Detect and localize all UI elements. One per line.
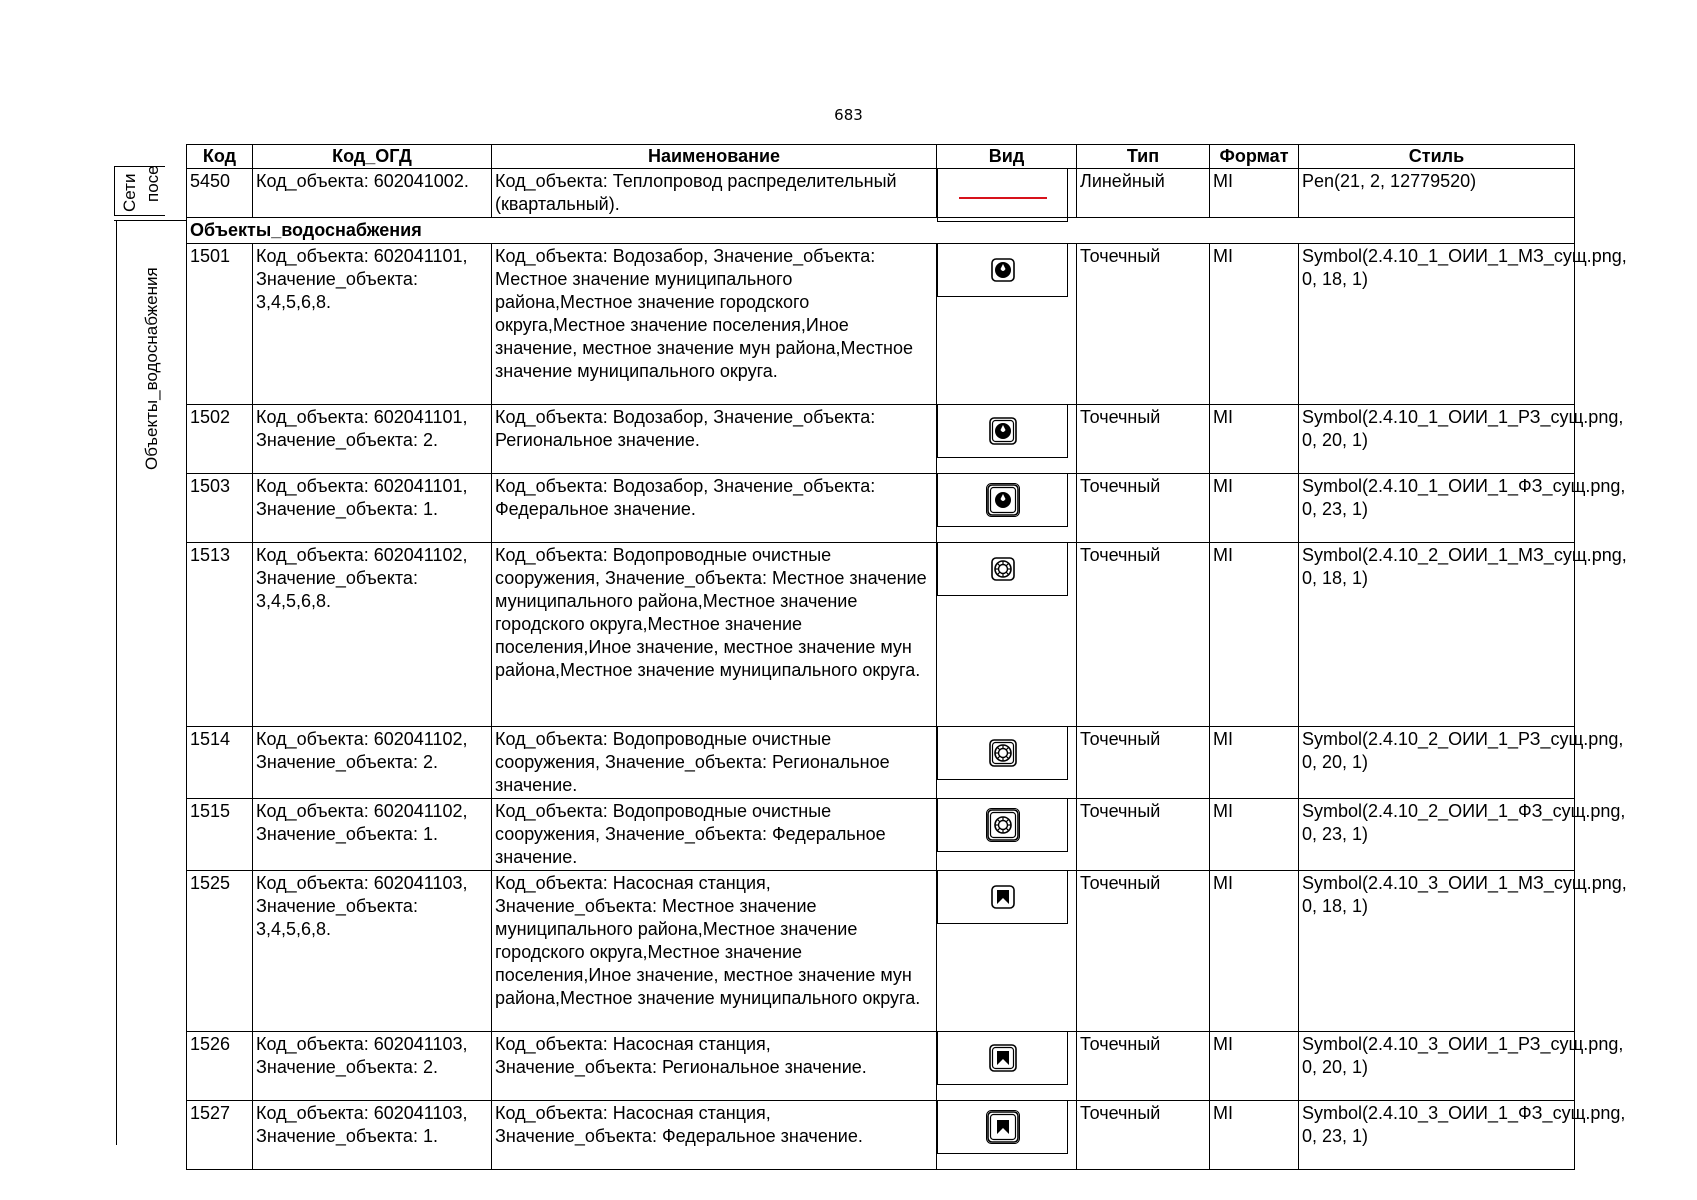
cell-code: 5450 [187, 169, 253, 218]
cell-format: MI [1210, 543, 1299, 727]
cell-ogd: Код_объекта: 602041101, Значение_объекта: 3,4,5,6,8. [253, 244, 492, 405]
cell-style: Symbol(2.4.10_1_ОИИ_1_МЗ_сущ.png, 0, 18, 1) [1299, 244, 1575, 405]
symbol-box [937, 727, 1068, 780]
cell-name: Код_объекта: Водопроводные очистные сооружения, Значение_объекта: Местное значение муниципального района,Местное значение городского округа,Местное значение поселения,Иное значение, местное значение мун района,Местное значение муниципального округа. [492, 543, 937, 727]
cell-style: Symbol(2.4.10_3_ОИИ_1_РЗ_сущ.png, 0, 20, 1) [1299, 1032, 1575, 1101]
table-row [187, 405, 1575, 474]
table-row [187, 474, 1575, 543]
side-divider [114, 220, 186, 221]
cell-ogd: Код_объекта: 602041102, Значение_объекта: 1. [253, 799, 492, 871]
cell-ogd: Код_объекта: 602041101, Значение_объекта: 2. [253, 405, 492, 474]
cell-format: MI [1210, 169, 1299, 218]
cell-format: MI [1210, 244, 1299, 405]
cell-name: Код_объекта: Водопроводные очистные сооружения, Значение_объекта: Федеральное значение. [492, 799, 937, 871]
water-intake-regional-icon [986, 413, 1020, 449]
cell-style: Symbol(2.4.10_3_ОИИ_1_МЗ_сущ.png, 0, 18, 1) [1299, 871, 1575, 1032]
symbol-box [937, 543, 1068, 596]
cell-type: Точечный [1077, 1032, 1210, 1101]
cell-format: MI [1210, 727, 1299, 799]
cell-name: Код_объекта: Насосная станция, Значение_объекта: Региональное значение. [492, 1032, 937, 1101]
table-row [187, 1101, 1575, 1170]
treatment-plant-federal-icon [986, 807, 1020, 843]
cell-style: Symbol(2.4.10_2_ОИИ_1_РЗ_сущ.png, 0, 20, 1) [1299, 727, 1575, 799]
cell-ogd: Код_объекта: 602041103, Значение_объекта: 3,4,5,6,8. [253, 871, 492, 1032]
table-row [187, 244, 1575, 405]
cell-format: MI [1210, 1101, 1299, 1170]
cell-ogd: Код_объекта: 602041101, Значение_объекта: 1. [253, 474, 492, 543]
side-label-seti-1: Сети [120, 173, 139, 212]
cell-ogd: Код_объекта: 602041102, Значение_объекта: 2. [253, 727, 492, 799]
cell-format: MI [1210, 1032, 1299, 1101]
cell-view [937, 1101, 1077, 1170]
column-header: Код_ОГД [253, 145, 492, 169]
cell-style: Symbol(2.4.10_3_ОИИ_1_ФЗ_сущ.png, 0, 23, 1) [1299, 1101, 1575, 1170]
cell-type: Точечный [1077, 871, 1210, 1032]
cell-name: Код_объекта: Водозабор, Значение_объекта: Местное значение муниципального района,Местное значение городского округа,Местное значение поселения,Иное значение, местное значение мун района,Местное значение муниципального округа. [492, 244, 937, 405]
cell-type: Точечный [1077, 727, 1210, 799]
red-line-sample [959, 197, 1047, 199]
cell-code: 1503 [187, 474, 253, 543]
side-line [116, 220, 117, 1145]
column-header: Стиль [1299, 145, 1575, 169]
cell-name: Код_объекта: Насосная станция, Значение_объекта: Местное значение муниципального района,Местное значение городского округа,Местное значение поселения,Иное значение, местное значение мун района,Местное значение муниципального округа. [492, 871, 937, 1032]
cell-code: 1526 [187, 1032, 253, 1101]
symbol-table [186, 144, 1627, 1170]
cell-view [937, 727, 1077, 799]
cell-type: Точечный [1077, 799, 1210, 871]
table-row [187, 727, 1575, 799]
cell-ogd: Код_объекта: 602041102, Значение_объекта: 3,4,5,6,8. [253, 543, 492, 727]
cell-name: Код_объекта: Насосная станция, Значение_объекта: Федеральное значение. [492, 1101, 937, 1170]
cell-type: Точечный [1077, 543, 1210, 727]
treatment-plant-local-icon [986, 551, 1020, 587]
treatment-plant-regional-icon [986, 735, 1020, 771]
group-header-row [187, 218, 1575, 244]
side-label-water-group: Объекты_водоснабжения [142, 267, 161, 470]
table-header-row [187, 145, 1575, 169]
table-row [187, 799, 1575, 871]
pump-station-local-icon [986, 879, 1020, 915]
cell-view [937, 799, 1077, 871]
group-header: Объекты_водоснабжения [187, 218, 1575, 244]
cell-type: Точечный [1077, 474, 1210, 543]
column-header: Вид [937, 145, 1077, 169]
side-label-seti-2: посе [143, 165, 162, 202]
symbol-box [937, 1101, 1068, 1154]
pump-station-federal-icon [986, 1109, 1020, 1145]
column-header: Наименование [492, 145, 937, 169]
cell-code: 1514 [187, 727, 253, 799]
symbol-box [937, 405, 1068, 458]
water-intake-federal-icon [986, 482, 1020, 518]
cell-style: Symbol(2.4.10_1_ОИИ_1_ФЗ_сущ.png, 0, 23, 1) [1299, 474, 1575, 543]
cell-style: Symbol(2.4.10_2_ОИИ_1_МЗ_сущ.png, 0, 18, 1) [1299, 543, 1575, 727]
cell-code: 1525 [187, 871, 253, 1032]
symbol-box [937, 244, 1068, 297]
table-body [187, 169, 1627, 1170]
cell-format: MI [1210, 474, 1299, 543]
cell-view [937, 244, 1077, 405]
water-intake-local-icon [986, 252, 1020, 288]
cell-view [937, 169, 1077, 218]
cell-name: Код_объекта: Теплопровод распределительный (квартальный). [492, 169, 937, 218]
cell-name: Код_объекта: Водопроводные очистные сооружения, Значение_объекта: Региональное значение. [492, 727, 937, 799]
cell-code: 1515 [187, 799, 253, 871]
cell-view [937, 1032, 1077, 1101]
cell-ogd: Код_объекта: 602041103, Значение_объекта: 1. [253, 1101, 492, 1170]
cell-view [937, 474, 1077, 543]
table-row [187, 543, 1575, 727]
cell-type: Точечный [1077, 244, 1210, 405]
cell-format: MI [1210, 799, 1299, 871]
table-row [187, 1032, 1575, 1101]
table-row [187, 169, 1575, 218]
cell-format: MI [1210, 871, 1299, 1032]
column-header: Тип [1077, 145, 1210, 169]
cell-code: 1501 [187, 244, 253, 405]
cell-format: MI [1210, 405, 1299, 474]
table-row [187, 871, 1575, 1032]
symbol-box [937, 871, 1068, 924]
symbol-box [937, 799, 1068, 852]
cell-name: Код_объекта: Водозабор, Значение_объекта: Федеральное значение. [492, 474, 937, 543]
cell-code: 1513 [187, 543, 253, 727]
page-number: 683 [834, 106, 863, 124]
cell-code: 1502 [187, 405, 253, 474]
line-sample-box [937, 169, 1068, 222]
symbol-box [937, 1032, 1068, 1085]
cell-view [937, 871, 1077, 1032]
pump-station-regional-icon [986, 1040, 1020, 1076]
cell-view [937, 405, 1077, 474]
cell-style: Symbol(2.4.10_1_ОИИ_1_РЗ_сущ.png, 0, 20, 1) [1299, 405, 1575, 474]
cell-ogd: Код_объекта: 602041002. [253, 169, 492, 218]
column-header: Формат [1210, 145, 1299, 169]
symbol-box [937, 474, 1068, 527]
cell-style: Pen(21, 2, 12779520) [1299, 169, 1575, 218]
cell-view [937, 543, 1077, 727]
cell-code: 1527 [187, 1101, 253, 1170]
cell-ogd: Код_объекта: 602041103, Значение_объекта: 2. [253, 1032, 492, 1101]
cell-type: Точечный [1077, 1101, 1210, 1170]
cell-style: Symbol(2.4.10_2_ОИИ_1_ФЗ_сущ.png, 0, 23, 1) [1299, 799, 1575, 871]
cell-type: Линейный [1077, 169, 1210, 218]
cell-type: Точечный [1077, 405, 1210, 474]
cell-name: Код_объекта: Водозабор, Значение_объекта: Региональное значение. [492, 405, 937, 474]
column-header: Код [187, 145, 253, 169]
